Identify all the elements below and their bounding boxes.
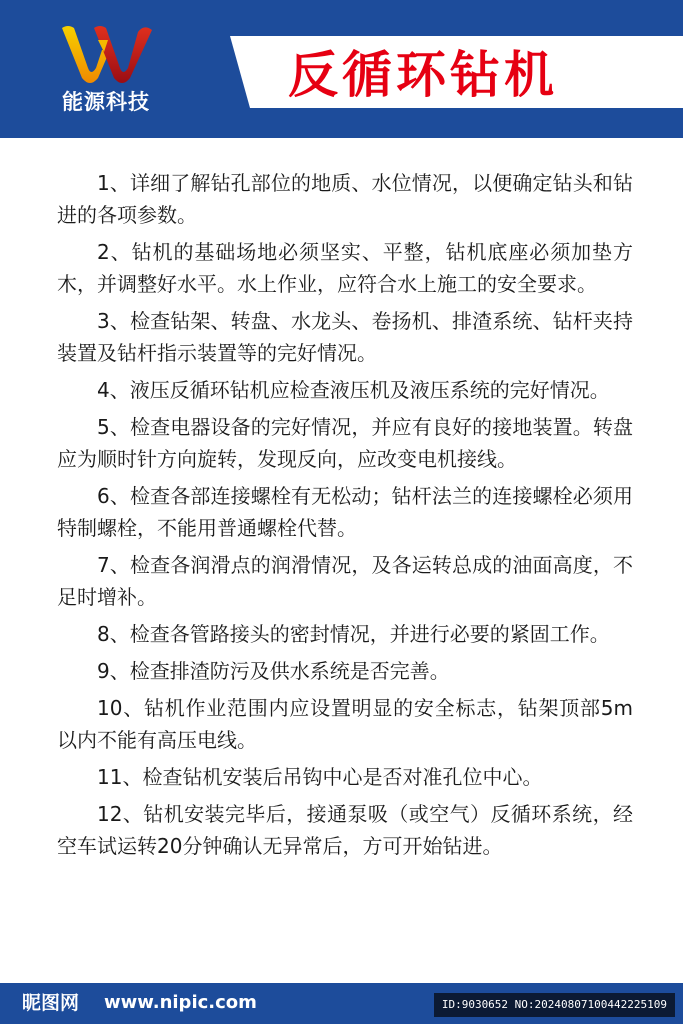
footer-band <box>0 983 683 1024</box>
company-name: 能源科技 <box>62 90 150 114</box>
list-item: 7、检查各润滑点的润滑情况，及各运转总成的油面高度，不足时增补。 <box>57 553 633 609</box>
list-item: 9、检查排渣防污及供水系统是否完善。 <box>97 659 450 683</box>
list-item: 6、检查各部连接螺栓有无松动；钻杆法兰的连接螺栓必须用特制螺栓，不能用普通螺栓代替。 <box>57 484 633 540</box>
list-item: 3、检查钻架、转盘、水龙头、卷扬机、排渣系统、钻杆夹持装置及钻杆指示装置等的完好情况。 <box>57 309 633 365</box>
page-title: 反循环钻机 <box>288 46 558 104</box>
footer-id-badge: ID:9030652 NO:20240807100442225109 <box>434 993 675 1017</box>
list-item: 10、钻机作业范围内应设置明显的安全标志，钻架顶部5m以内不能有高压电线。 <box>57 696 633 752</box>
list-item: 1、详细了解钻孔部位的地质、水位情况，以便确定钻头和钻进的各项参数。 <box>57 171 633 227</box>
footer-brand: 昵图网 <box>22 992 80 1014</box>
list-item: 5、检查电器设备的完好情况，并应有良好的接地装置。转盘应为顺时针方向旋转，发现反向，应改变电机接线。 <box>57 415 633 471</box>
content-body <box>57 167 633 867</box>
header-band <box>0 0 683 138</box>
list-item: 4、液压反循环钻机应检查液压机及液压系统的完好情况。 <box>97 378 610 402</box>
w-logo-icon <box>58 22 158 84</box>
list-item: 8、检查各管路接头的密封情况，并进行必要的紧固工作。 <box>97 622 610 646</box>
footer-url[interactable]: www.nipic.com <box>104 992 257 1013</box>
list-item: 11、检查钻机安装后吊钩中心是否对准孔位中心。 <box>97 765 543 789</box>
list-item: 12、钻机安装完毕后，接通泵吸（或空气）反循环系统，经空车试运转20分钟确认无异常后，方可开始钻进。 <box>57 802 633 858</box>
list-item: 2、钻机的基础场地必须坚实、平整，钻机底座必须加垫方木，并调整好水平。水上作业，应符合水上施工的安全要求。 <box>57 240 633 296</box>
